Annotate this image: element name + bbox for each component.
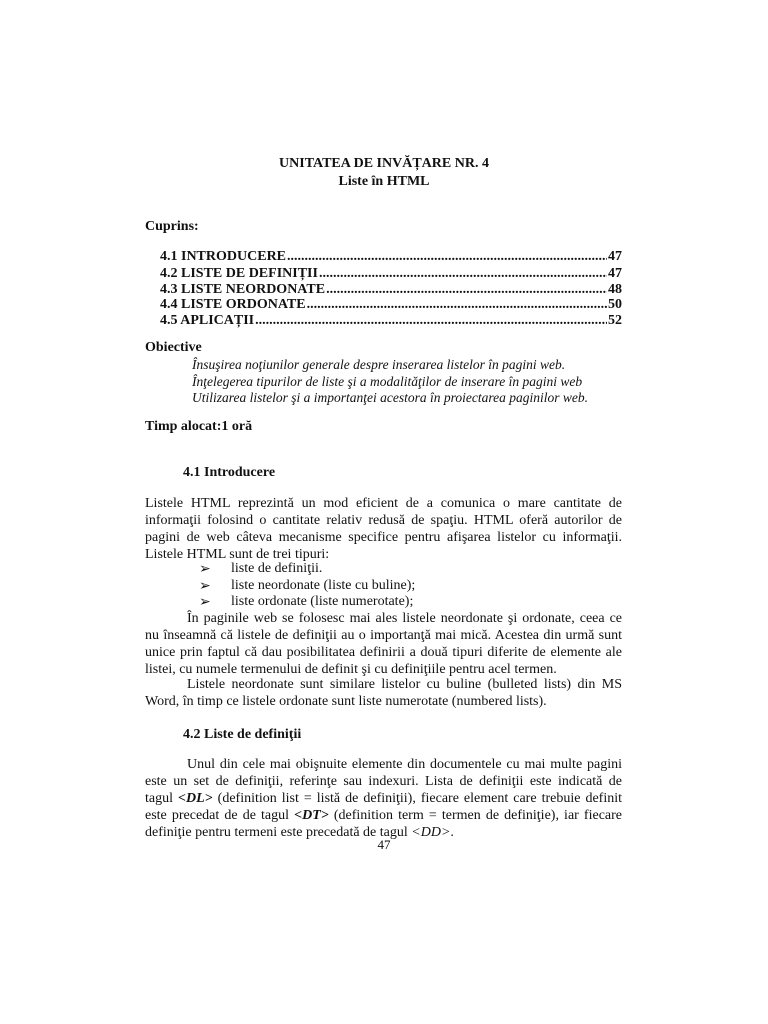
dl-tag: <DL>	[178, 791, 213, 806]
toc-entry-label: 4.3 LISTE NEORDONATE	[160, 282, 326, 297]
toc-entry-label: 4.2 LISTE DE DEFINIȚII	[160, 266, 318, 281]
toc-entry[interactable]	[160, 282, 622, 298]
toc-entry-label: 4.1 INTRODUCERE	[160, 249, 287, 264]
paragraph-line: listei, cu numele termenului de definit şi cu definiţiile pentru acel termen.	[145, 662, 557, 677]
arrow-bullet-icon: ➢	[199, 579, 211, 594]
cuprins-heading: Cuprins:	[145, 219, 199, 234]
body-paragraph	[145, 676, 622, 710]
toc-entry[interactable]	[160, 266, 622, 282]
toc-entry-label: 4.4 LISTE ORDONATE	[160, 297, 306, 312]
objectives-heading: Obiective	[145, 340, 202, 355]
arrow-bullet-icon: ➢	[199, 562, 211, 577]
toc-leader-dots	[255, 313, 607, 329]
list-item: liste de definiţii.	[231, 561, 323, 576]
section-heading-introducere: 4.1 Introducere	[183, 465, 276, 480]
arrow-bullet-icon: ➢	[199, 595, 211, 610]
objective-item: Utilizarea listelor şi a importanţei acestora în proiectarea paginilor web.	[192, 390, 588, 405]
text-run: definiţie pentru termeni este precedată de tagul	[145, 825, 412, 840]
toc-entry-page: 52	[608, 313, 622, 328]
toc-leader-dots	[287, 249, 607, 265]
paragraph-line: tagul <DL> (definition list = listă de definiţii), fiecare element care trebuie definit	[145, 791, 622, 806]
text-run: (definition term = termen de definiţie), iar fiecare	[328, 808, 622, 823]
toc-entry-page: 47	[608, 266, 622, 281]
intro-paragraph	[145, 495, 622, 563]
toc-entry-page: 48	[608, 282, 622, 297]
objective-item: Înţelegerea tipurilor de liste şi a modalităţilor de inserare în pagini web	[192, 374, 583, 389]
paragraph-line: este un set de definiţii, referinţe sau indexuri. Lista de definiţii este indicată de	[145, 774, 622, 789]
toc-entry-label: 4.5 APLICAȚII	[160, 313, 255, 328]
objective-item: Însuşirea noţiunilor generale despre inserarea listelor în pagini web.	[192, 357, 566, 372]
paragraph-line: pagini de web câteva mecanisme specifice pentru afişarea listelor cu informaţii.	[145, 530, 622, 545]
paragraph-line: Listele neordonate sunt similare listelor cu buline (bulleted lists) din MS	[187, 677, 622, 692]
definitions-paragraph	[145, 756, 622, 841]
time-allotted: Timp alocat:1 oră	[145, 419, 253, 434]
unit-title: UNITATEA DE INVĂȚARE NR. 4	[279, 156, 489, 171]
paragraph-line: informaţii folosind o cantitate relativ redusă de spaţiu. HTML oferă autorilor de	[145, 513, 622, 528]
toc-leader-dots	[319, 266, 607, 282]
paragraph-line: nu înseamnă că listele de definiţii au o importanţă mai mică. Acestea din urmă sunt	[145, 628, 622, 643]
unit-subtitle: Liste în HTML	[338, 174, 430, 189]
paragraph-line: Unul din cele mai obişnuite elemente din documentele cu mai multe pagini	[187, 757, 622, 772]
toc-entry-page: 47	[608, 249, 622, 264]
text-run: este precedat de de tagul	[145, 808, 295, 823]
body-paragraph	[145, 610, 622, 678]
paragraph-line	[145, 807, 622, 824]
paragraph-line: În paginile web se folosesc mai ales listele neordonate şi ordonate, ceea ce	[187, 611, 622, 626]
paragraph-line: Listele HTML reprezintă un mod eficient de a comunica o mare cantitate de	[145, 496, 622, 511]
list-item: liste neordonate (liste cu buline);	[231, 578, 416, 593]
list-item: liste ordonate (liste numerotate);	[231, 594, 414, 609]
paragraph-line: Word, în timp ce listele ordonate sunt liste numerotate (numbered lists).	[145, 694, 547, 709]
toc-leader-dots	[326, 282, 607, 298]
text-run: (definition list = listă de definiţii), fiecare element care trebuie definit	[212, 791, 622, 806]
toc-entry[interactable]	[160, 297, 622, 313]
text-run: .	[450, 825, 454, 840]
toc-leader-dots	[307, 297, 607, 313]
dt-tag: <DT>	[294, 808, 329, 823]
toc-entry-page: 50	[608, 297, 622, 312]
toc-entry[interactable]	[160, 313, 622, 329]
paragraph-line: unice prin faptul că dau posibilitatea definirii a două tipuri diferite de elemente ale	[145, 645, 622, 660]
dd-tag: <DD>	[411, 825, 451, 840]
section-heading-liste-definitii: 4.2 Liste de definiţii	[183, 727, 302, 742]
toc-entry[interactable]	[160, 249, 622, 265]
page-number: 47	[377, 837, 391, 852]
paragraph-line: Listele HTML sunt de trei tipuri:	[145, 547, 330, 562]
